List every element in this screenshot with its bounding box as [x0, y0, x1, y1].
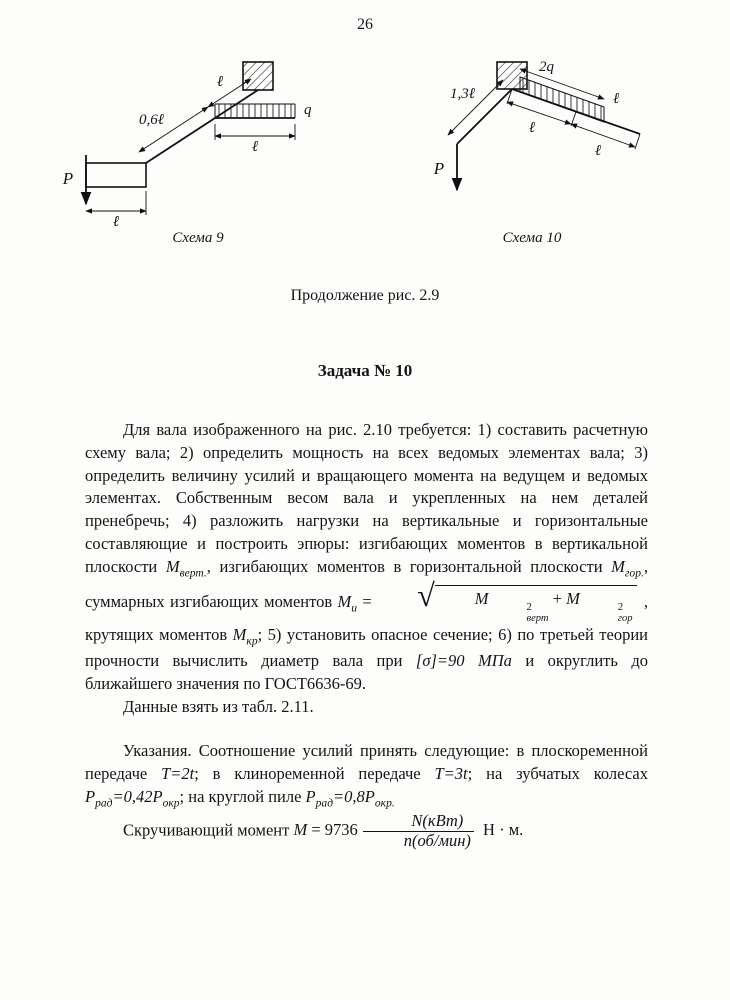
text-segment: Данные взять из табл. 2.11. [123, 696, 314, 716]
math-m-vert: $M_{верт.}$ [165, 556, 207, 579]
paragraph-torque-formula [85, 812, 648, 851]
text-segment: ; в клиноременной передаче [194, 764, 435, 784]
text-segment: , крутящих моментов [85, 591, 649, 644]
distributed-load-2q [520, 59, 604, 122]
figure-schema-10 [382, 58, 682, 247]
dim-13l-label: 1,3ℓ [450, 86, 475, 102]
figure-continuation-caption: Продолжение рис. 2.9 [290, 287, 440, 304]
math-m-kr: $M_{кр}$ [232, 624, 258, 648]
text-segment: Для вала изображенного на рис. 2.10 требуется: 1) составить расчетную схему вала; 2) определить мощность на всех ведомых элементах вала; 3) определить величину усилий и вращающего момента на ведущем и ведомых элементах. Собственным весом вала и укрепленных на нем деталей пренебречь; 4) разложить нагрузки на вертикальные и горизонтальные составляющие и построить эпюры: изгибающих моментов в вертикальной плоскости [85, 420, 648, 576]
task-title: Задача № 10 [317, 361, 413, 380]
math-sigma-limit: [σ]=90 МПа [415, 650, 512, 670]
force-p-arrow [433, 144, 457, 190]
dim-l-load-label: ℓ [613, 91, 620, 107]
fraction-numerator: N(кВт) [411, 811, 464, 831]
text-segment: Скручивающий момент [123, 820, 294, 840]
dim-06l-label: 0,6ℓ [139, 112, 164, 128]
paragraph-task-description [85, 419, 648, 696]
text-segment: ; 5) установить опасное сечение; 6) по третьей теории прочности вычислить диаметр вала при [85, 624, 648, 670]
text-segment: , суммарных изгибающих моментов [85, 556, 648, 611]
sup-sub-gor: 2 гор [617, 601, 633, 624]
schema9-diagram [48, 58, 348, 228]
text-segment: , изгибающих моментов в горизонтальной плоскости [206, 556, 612, 576]
figure-row [0, 58, 730, 247]
square-root: √ M 2 верт + M 2 гор [379, 582, 636, 624]
dimension-drum-width [86, 191, 146, 228]
force-p-arrow [62, 155, 86, 204]
force-p-label: P [433, 159, 445, 178]
paragraph-instructions [85, 740, 648, 812]
schema10-caption: Схема 10 [502, 230, 562, 246]
math-t2t: T=2t [161, 764, 195, 784]
math-prad-08: $P_{рад}=0,8P_{окр.}$ [305, 786, 395, 810]
distributed-load-q [215, 102, 312, 118]
load-2q-label: 2q [539, 59, 554, 75]
text-segment: и округлить до ближайшего значения по ГОСТ6636-69. [85, 650, 649, 693]
text-segment: ; на зубчатых колесах [467, 764, 648, 784]
dim-l-a-label: ℓ [528, 120, 536, 136]
text-segment: ; на круглой пиле [179, 786, 306, 806]
dim-l-drum-label: ℓ [112, 214, 120, 228]
dim-l-b-label: ℓ [594, 143, 602, 159]
paragraph-data-source [85, 696, 648, 719]
math-m-gor: $M_{гор.}$ [611, 556, 644, 579]
text-segment: Указания. Соотношение усилий принять следующие: в плоскоременной передаче [85, 741, 648, 784]
load-q-label: q [304, 102, 312, 118]
math-t3t: T=3t [434, 764, 468, 784]
pulley-drum [86, 163, 146, 187]
wall-support [243, 62, 273, 90]
figure-schema-9 [48, 58, 348, 247]
fraction-denominator: n(об/мин) [363, 831, 474, 851]
schema10-diagram [382, 58, 682, 228]
sup-sub-vert: 2 верт [526, 601, 549, 624]
dimension-bar-length [215, 124, 295, 155]
task-body [85, 419, 648, 851]
dim-l-shaft-label: ℓ [216, 74, 224, 90]
dim-l-bar-label: ℓ [251, 139, 259, 155]
force-p-label: P [62, 169, 74, 188]
schema9-caption: Схема 9 [172, 230, 224, 246]
formula-total-moment: $M_и$ = √ M 2 верт + M 2 гор [338, 592, 639, 611]
page-number: 26 [357, 16, 373, 33]
fraction [363, 812, 474, 851]
radicand: M 2 верт + M 2 гор [435, 585, 637, 624]
math-prad-042: $P_{рад}=0,42P_{окр}$ [85, 786, 180, 810]
formula-torque: M = 9736 $\frac{\text{N(кВт)}}{\text{n(об/мин)}}$ Н · м. [293, 811, 524, 850]
